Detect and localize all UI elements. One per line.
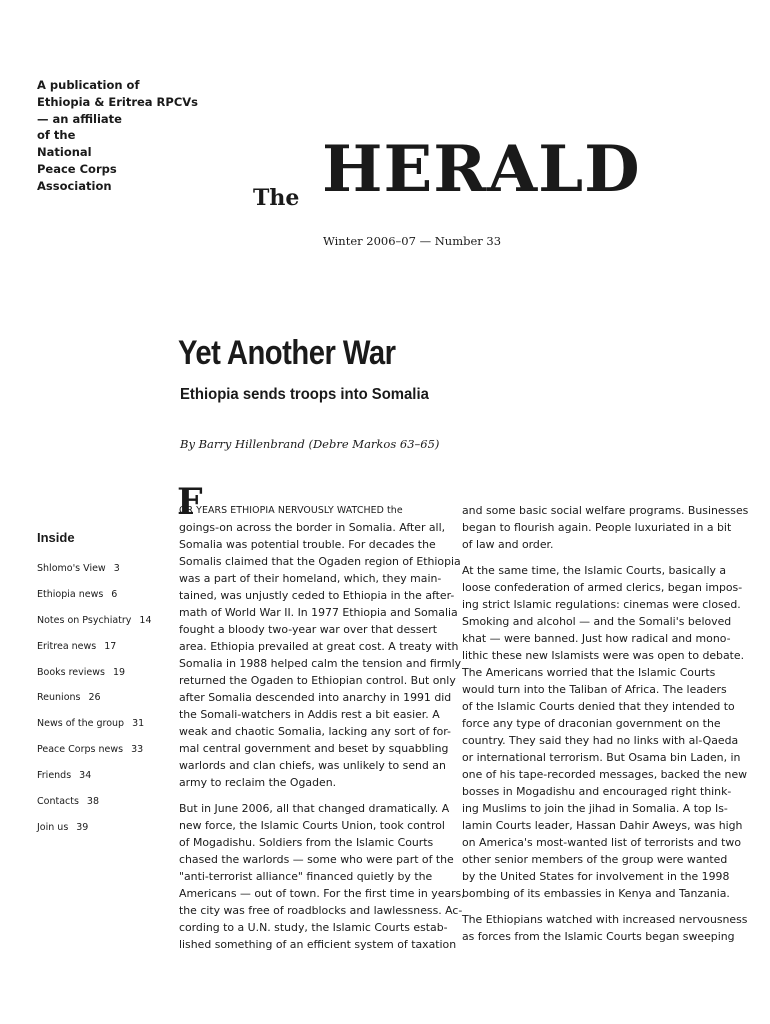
masthead-the: The <box>253 185 300 211</box>
text-line: mal central government and beset by squabbling <box>179 742 449 755</box>
inside-item-page: 3 <box>113 563 120 574</box>
text-line: tained, was unjustly ceded to Ethiopia in the after- <box>179 589 455 602</box>
text-line: of the Islamic Courts denied that they intended to <box>462 700 735 713</box>
text-line: the Somali-watchers in Addis rest a bit easier. A <box>179 708 440 721</box>
inside-item-label: Contacts <box>37 796 79 808</box>
text-line: Americans — out of town. For the first time in years, <box>179 887 465 900</box>
text-line: returned the Ogaden to Ethiopian control. But only <box>179 674 456 687</box>
text-line: by the United States for involvement in the 1998 <box>462 870 730 883</box>
inside-item-label: Books reviews <box>37 666 105 678</box>
inside-item[interactable] <box>37 744 152 770</box>
paragraph <box>179 800 465 953</box>
text-line: math of World War II. In 1977 Ethiopia and Somalia <box>179 606 458 619</box>
text-line: ing Muslims to join the jihad in Somalia. A top Is- <box>462 802 728 815</box>
text-line: At the same time, the Islamic Courts, basically a <box>462 564 727 577</box>
inside-item-page: 38 <box>86 796 100 808</box>
inside-item[interactable] <box>37 718 152 744</box>
text-line: chased the warlords — some who were part of the <box>179 853 454 866</box>
publication-note-line: of the <box>37 128 76 143</box>
text-line: weak and chaotic Somalia, lacking any sort of for- <box>179 725 451 738</box>
text-line: lamin Courts leader, Hassan Dahir Aweys, was high <box>462 819 743 832</box>
issue-line: Winter 2006–07 — Number 33 <box>323 234 502 248</box>
inside-item-label: Shlomo's View <box>37 563 106 574</box>
inside-item-page: 31 <box>132 718 145 730</box>
inside-item[interactable] <box>37 589 152 615</box>
inside-item-page: 26 <box>88 692 101 704</box>
drop-cap: F <box>177 481 203 523</box>
inside-item-label: Ethiopia news <box>37 588 104 600</box>
text-line: khat — were banned. Just how radical and mono- <box>462 632 731 645</box>
publication-note-line: A publication of <box>37 78 140 92</box>
article-column-1 <box>179 502 465 953</box>
paragraph-gap <box>462 553 740 562</box>
masthead-title: HERALD <box>322 132 641 207</box>
text-line: loose confederation of armed clerics, began impos- <box>462 581 743 594</box>
inside-item-label: Notes on Psychiatry <box>37 614 132 626</box>
inside-item[interactable] <box>37 641 152 667</box>
publication-note-line: Peace Corps <box>37 161 117 176</box>
article-subhead: Ethiopia sends troops into Somalia <box>180 386 429 403</box>
inside-item[interactable] <box>37 563 152 589</box>
inside-title: Inside <box>37 530 75 545</box>
inside-item[interactable] <box>37 770 152 796</box>
inside-item-page: 17 <box>104 640 117 652</box>
inside-item-page: 6 <box>111 588 118 600</box>
text-line: and some basic social welfare programs. Businesses <box>462 504 749 517</box>
text-line: country. They said they had no links with al-Qaeda <box>462 734 739 747</box>
text-line: fought a bloody two-year war over that dessert <box>179 623 437 636</box>
text-line: bombing of its embassies in Kenya and Tanzania. <box>462 887 730 900</box>
text-line: lished something of an efficient system of taxation <box>179 938 457 951</box>
inside-item-page: 19 <box>112 666 126 678</box>
article-byline: By Barry Hillenbrand (Debre Markos 63–65) <box>180 437 440 451</box>
text-line: Somalia in 1988 helped calm the tension and firmly <box>179 657 462 670</box>
inside-item-label: News of the group <box>37 718 125 730</box>
inside-item-label: Reunions <box>37 692 81 704</box>
text-line: ing strict Islamic regulations: cinemas were closed. <box>462 598 741 611</box>
inside-item-page: 33 <box>131 744 144 756</box>
text-line: was a part of their homeland, which, they main- <box>179 572 442 585</box>
text-line: But in June 2006, all that changed dramatically. A <box>179 802 450 815</box>
publication-note-line: National <box>37 145 92 160</box>
inside-item-page: 14 <box>139 614 152 626</box>
text-line: would turn into the Taliban of Africa. The leaders <box>462 683 727 696</box>
text-line: of Mogadishu. Soldiers from the Islamic Courts <box>179 836 434 849</box>
text-line: cording to a U.N. study, the Islamic Courts estab- <box>179 921 448 934</box>
text-line: Smoking and alcohol — and the Somali's beloved <box>462 615 732 628</box>
paragraph-gap <box>179 791 447 800</box>
text-line: one of his tape-recorded messages, backed the new <box>462 768 748 781</box>
publication-note-line: Association <box>37 178 112 193</box>
text-line: Somalia was potential trouble. For decades the <box>179 538 436 551</box>
publication-note-line: — an affiliate <box>37 111 122 126</box>
inside-item[interactable] <box>37 822 152 848</box>
inside-item[interactable] <box>37 796 152 822</box>
text-line: army to reclaim the Ogaden. <box>179 776 337 789</box>
text-line: goings-on across the border in Somalia. After all, <box>179 521 446 534</box>
paragraph <box>462 562 748 902</box>
inside-item-page: 34 <box>79 770 92 782</box>
inside-item-page: 39 <box>76 821 89 833</box>
inside-list <box>37 563 152 848</box>
publication-note-line: Ethiopia & Eritrea RPCVs <box>37 94 199 109</box>
text-line: other senior members of the group were wanted <box>462 853 728 866</box>
publication-note <box>37 77 199 195</box>
text-line: or international terrorism. But Osama bin Laden, in <box>462 751 741 764</box>
paragraph <box>462 502 749 553</box>
text-line: area. Ethiopia prevailed at great cost. A treaty with <box>179 640 459 653</box>
text-line: warlords and clan chiefs, was unlikely to send an <box>179 759 446 772</box>
text-line: "anti-terrorist alliance" financed quietly by the <box>179 870 433 883</box>
text-line: Somalis claimed that the Ogaden region of Ethiopia <box>179 555 461 568</box>
article-column-2 <box>462 502 749 945</box>
paragraph <box>462 911 748 945</box>
inside-item-label: Peace Corps news <box>37 744 124 756</box>
text-line: on America's most-wanted list of terrorists and two <box>462 836 742 849</box>
text-line: bosses in Mogadishu and encouraged right think- <box>462 785 732 798</box>
text-line: after Somalia descended into anarchy in 1991 did <box>179 691 452 704</box>
article-headline: Yet Another War <box>178 334 396 372</box>
inside-item-label: Join us <box>37 821 69 833</box>
text-line: of law and order. <box>462 538 554 551</box>
text-line: lithic these new Islamists were was open to debate. <box>462 649 745 662</box>
text-line: The Americans worried that the Islamic Courts <box>462 666 716 679</box>
text-line: The Ethiopians watched with increased nervousness <box>462 913 748 926</box>
inside-item-label: Eritrea news <box>37 640 97 652</box>
inside-item-label: Friends <box>37 770 72 782</box>
inside-item[interactable] <box>37 667 152 693</box>
paragraph <box>179 502 462 791</box>
paragraph-gap <box>462 902 740 911</box>
text-line: began to flourish again. People luxuriated in a bit <box>462 521 732 534</box>
text-line: as forces from the Islamic Courts began sweeping <box>462 930 735 943</box>
text-line: OR YEARS ETHIOPIA NERVOUSLY WATCHED the <box>179 505 403 516</box>
inside-item[interactable] <box>37 615 152 641</box>
text-line: new force, the Islamic Courts Union, took control <box>179 819 445 832</box>
text-line: the city was free of roadblocks and lawlessness. Ac- <box>179 904 463 917</box>
inside-item[interactable] <box>37 692 152 718</box>
text-line: force any type of draconian government on the <box>462 717 721 730</box>
